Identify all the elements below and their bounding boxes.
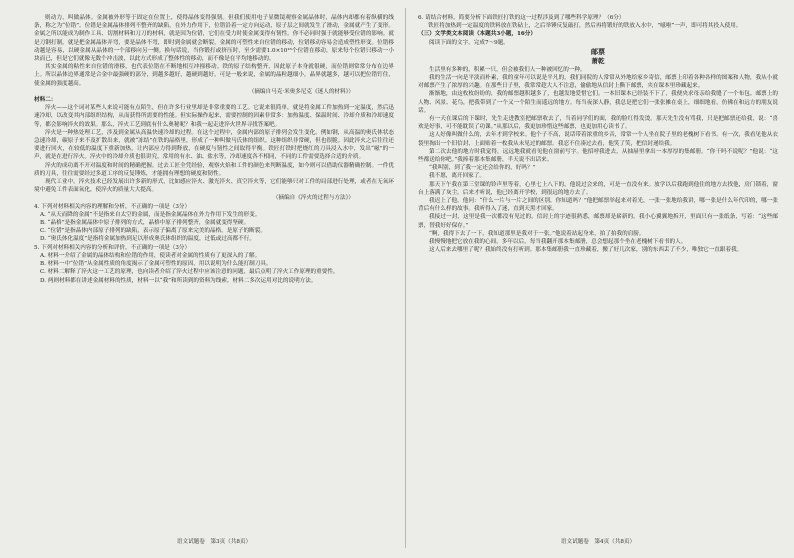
left-source-1: （摘编自马克·米奥多尼克《迷人的材料》） [248, 88, 354, 95]
question-4: 4. 下列对材料相关内容的理解和分析，不正确的一项是（3分） [34, 203, 191, 210]
question-6: 6. 请结合材料，简要分析下面铁匠打铁的这一过程涉及到了哪些科学原理？（6分） [418, 15, 625, 21]
right-para-4: 有一天在课后的下课时，先生走进教室把邮票收去了，当着同学们的面，我的脸红得发烫。那天先生没有骂我，只是把邮票还给我，说：“喜欢是好事，可不能耽误了功课。”从那以后，我更加珍惜这些邮票，也更加用心读书了。 [418, 116, 778, 131]
article-title: 邮票 [591, 46, 605, 56]
right-para-12: “啊，我得下去了一下，我知道那里是我对于一张。”他说着站起身来，拍了拍我的肩膀。 [429, 230, 645, 237]
page-divider [405, 8, 406, 548]
q5-option-c: C. 材料二解释了淬火这一工艺的原理，也向读者介绍了淬火过程中应该注意的问题，最后点明了淬火工作原理的重要性。 [40, 269, 339, 276]
q4-option-d: D. “奥氏体化温度”是指将金属加热到足以形成奥氏体组织的温度，过低或过高都不行。 [40, 236, 255, 243]
q6-quote: 铁匠将加热到一定温度的铁料放在铁砧上，之后举锤反复敲打，然后再将锻好的铁放入水中，“嗞啦”一声，即可将其投入使用。 [428, 23, 742, 30]
q4-option-c: C. “位错”是指晶体内部原子排列的缺陷，表示原子偏离了原来完美的晶格，是原子的断裂。 [40, 228, 266, 235]
left-para-5: 淬火的成功离不开对温度和时间的精确把握。过去工匠全凭经验，观察火焰和工件的颜色来判断温度，如今则可以借助仪器精确控制。一件优质的刀具，往往需要经过多道工序的反复锤炼，才能拥有理想的硬度和韧性。 [34, 162, 394, 177]
right-para-8: 我不愿，离开回家了。 [429, 173, 485, 180]
right-para-10: 我迟上了他。他问：“什么一片与一片之间的区别，你知道吗？”他把邮票举起来对着光，一张一张地给我讲，哪一张是什么年代印的，哪一张背后有什么样的故事。我听得入了迷，直到天黑才回家。 [418, 198, 778, 213]
right-page-footer: 语文试题卷 第4页（共8页） [560, 539, 636, 545]
left-para-1: 则动力，叫做晶体。金属被外形等于固定在位置上，使得晶体变得强韧。但我们使用电子显微镜观察金属晶体时，晶体内却都有着纵横的线条，称之为“位错”。位错是金属晶体排列不整齐的缺陷，在外力作用下，位错沿着一定方向运动，原子层之间就发生了滑动，金属就产生了变形。金属之所以能成为制作工具、切割材料和刀刀的材料，就是因为位错，它们在受力时使金属变得有韧性。你不必同时强于就能够受位错的影响。就是刀钢打制，就是把金属晶体弄弯，要是晶体不弯，即时到金属就会断裂。金属的可塑性来自位错的移动，位错移动容易会造成塑性形变。位错移动越是容易，以硬金属从晶体的一个部移向另一侧。换句话说，当你锻打或挤压时，至少需要1.0×10¹⁶个位错在移动，原来每个位错只移动一小块而已，但是它们就像无数个冲击波，以此方式形成了整体性的移动，而不像是在平均地移动的。 [34, 15, 394, 63]
section-3-heading: （三）文学类文本阅读（本题共3小题，16分） [418, 31, 536, 38]
right-para-11: 我接过一封，这里是我一次都没有见过的。信封上的字迹很熟悉，邮票却是崭新的。我小心翼翼地拆开，里面只有一张纸条，写着：“这些邮票，替我好好保存。” [418, 214, 778, 229]
left-para-6: 现代工业中，淬火技术已经发展出许多新的形式，比如感应淬火、激光淬火、真空淬火等，它们能够只对工件的局部进行处理，或者在无氧环境中避免工件表面氧化，使淬火的质量大大提高。 [34, 179, 394, 194]
right-para-7: “我叫别，到了我一定还会给你的，好吗？” [429, 165, 536, 172]
right-para-1: 生活里有多种的，积累一只，但会被我们人一种被回忆的一种。 [429, 66, 586, 73]
right-para-6: 第二次去他的地方时我觉得，远远地我就看见他在窗前写字。他招呼我进去，从抽屉里拿出一本厚厚的集邮册。“你干吗不说呢？”他说：“这些都送给你吧。”我捧着那本集邮册，半天说不出话来。 [418, 148, 778, 164]
q5-option-d: D. 两则材料都在讲述金属材料的性质，材料一以“我”和所读到的资料为线索，材料二多次运用对比的说明方法。 [40, 277, 317, 284]
page-right [418, 14, 778, 546]
article-author: 萧乾 [591, 56, 605, 65]
left-source-2: （摘编自《淬火的过程与方法》） [272, 195, 354, 202]
right-para-14: 这人后来去哪里了呢？我始终没有打听到。那本集邮册我一直珍藏着，搬了好几次家，别的东西丢了不少，唯独它一直跟着我。 [429, 247, 743, 254]
right-para-2: 我的生活一向是平淡而朴素，我的童年可以说是平凡的。我们同院的人常常从外地给家乡寄信，邮票上印着各种各样的图案和人物，我从小就对邮票产生了浓厚的兴趣。在那些日子里，我常常趁大人不注意，偷偷地从信封上撕下邮票，夹在课本里珍藏起来。 [418, 75, 778, 90]
reading-instruction: 阅读下面的文字，完成7～9题。 [429, 39, 509, 46]
right-para-13: 我慢慢地把它放在我的心间，多年以后，每当我翻开那本集邮册，总会想起那个坐在老槐树下看书的人。 [429, 239, 687, 246]
page-left [34, 14, 394, 546]
material-2-heading: 材料二： [34, 97, 57, 104]
right-para-5: 这人好像叫做什么的，去年才到学校来。他个子不高，说话带着浓重的乡音，常常一个人坐在院子里的老槐树下看书。有一次，我看见他从衣袋里掏出一个旧信封，上面贴着一枚我从未见过的邮票。我忍不住凑过去看，他笑了笑，把信封递给我。 [418, 132, 778, 147]
q5-option-b: B. 材料一中“位错”从金属性质的角度揭示了金属可塑性的原因，用以说明为什么能打制刀具。 [40, 261, 272, 268]
q4-option-b: B. “晶格”是指金属晶体中原子排列的方式，晶格中原子排列整齐，金属就变得坚硬。 [40, 220, 250, 227]
left-para-2: 其实金属的粘性来自位错的滑移，也代表位错在不断地相互冲撞移动。铁的原子结构整齐，因此原子本身就很硬，而位错则常常分布在边界上。所以晶体边界通常是合金中最强硬的部分，到越多越好，越硬到越好。可是一般来说，金属的晶粒越细小，晶界就越多，越可以把位错钉住，使金属的强度越高。 [34, 64, 394, 87]
right-para-9: 那天下午我在第三堂课的铃声里等着，心里七上八下的。他说过会来的，可是一直没有来。放学以后我跑到他住的地方去找他，房门锁着，窗台上落满了灰尘。后来才听说，他已经离开学校，到很远的地方去了。 [418, 181, 778, 196]
q4-option-a: A. “从天而降的金属”不是指来自太空的金属，而是指金属晶体在外力作用下发生的形变。 [40, 211, 261, 218]
left-page-footer: 语文试题卷 第3页（共8页） [176, 539, 252, 545]
left-para-3: 淬火——这个词对某些人来说可能有点陌生，但在许多行业里却是非常重要的工艺。它说来很简单，就是将金属工件加热到一定温度，然后迅速冷却，以改变其内部组织结构，从而获得所需要的性能。但实际操作起来，需要控制的因素非常多：加热温度、保温时间、冷却介质和冷却速度等，都会影响淬火的效果。那么，淬火工艺到底有什么奥秘呢？和我一起走进淬火世界寻找答案吧。 [34, 105, 394, 128]
right-para-3: 渐渐地，由这枚枚纷纷的，我的邮票越积越多了，也越发地爱惜它们。一本旧课本已经装不下了，我便央求母亲给我缝了一个布包。邮票上的人物、风景、花鸟，把我带到了一个又一个陌生而遥远的地方。每当夜深人静，我总是把它们一张张摊在桌上，细细地看，仿佛在和远方的朋友说话。 [418, 91, 778, 114]
question-5: 5. 下列对材料相关内容的分析和评价，不正确的一项是（3分） [34, 244, 191, 251]
left-para-4: 淬火是一种热处理工艺，涉及到金属从高温快速冷却的过程。在这个过程中，金属内部的原子排列会发生变化。例如钢，从高温的奥氏体状态急速冷却，碳原子来不及扩散出来，就被“冻结”在铁的晶格里，形成了一种叫做马氏体的组织。这种组织非常硬，但也很脆。因此淬火之后往往还要进行回火，在较低的温度下重新加热，让内部应力得到释放，在硬度与韧性之间取得平衡。铁匠打铁时把烧红的刀具浸入水中，发出“嗞”的一声，就是在进行淬火。淬火中的冷却介质也很讲究，常用的有水、油、盐水等，冷却速度各不相同，不同的工件需要选择合适的介质。 [34, 129, 394, 161]
q5-option-a: A. 材料一介绍了金属的晶体结构和位错的作用，使读者对金属的性质有了更深入的了解。 [40, 252, 261, 259]
